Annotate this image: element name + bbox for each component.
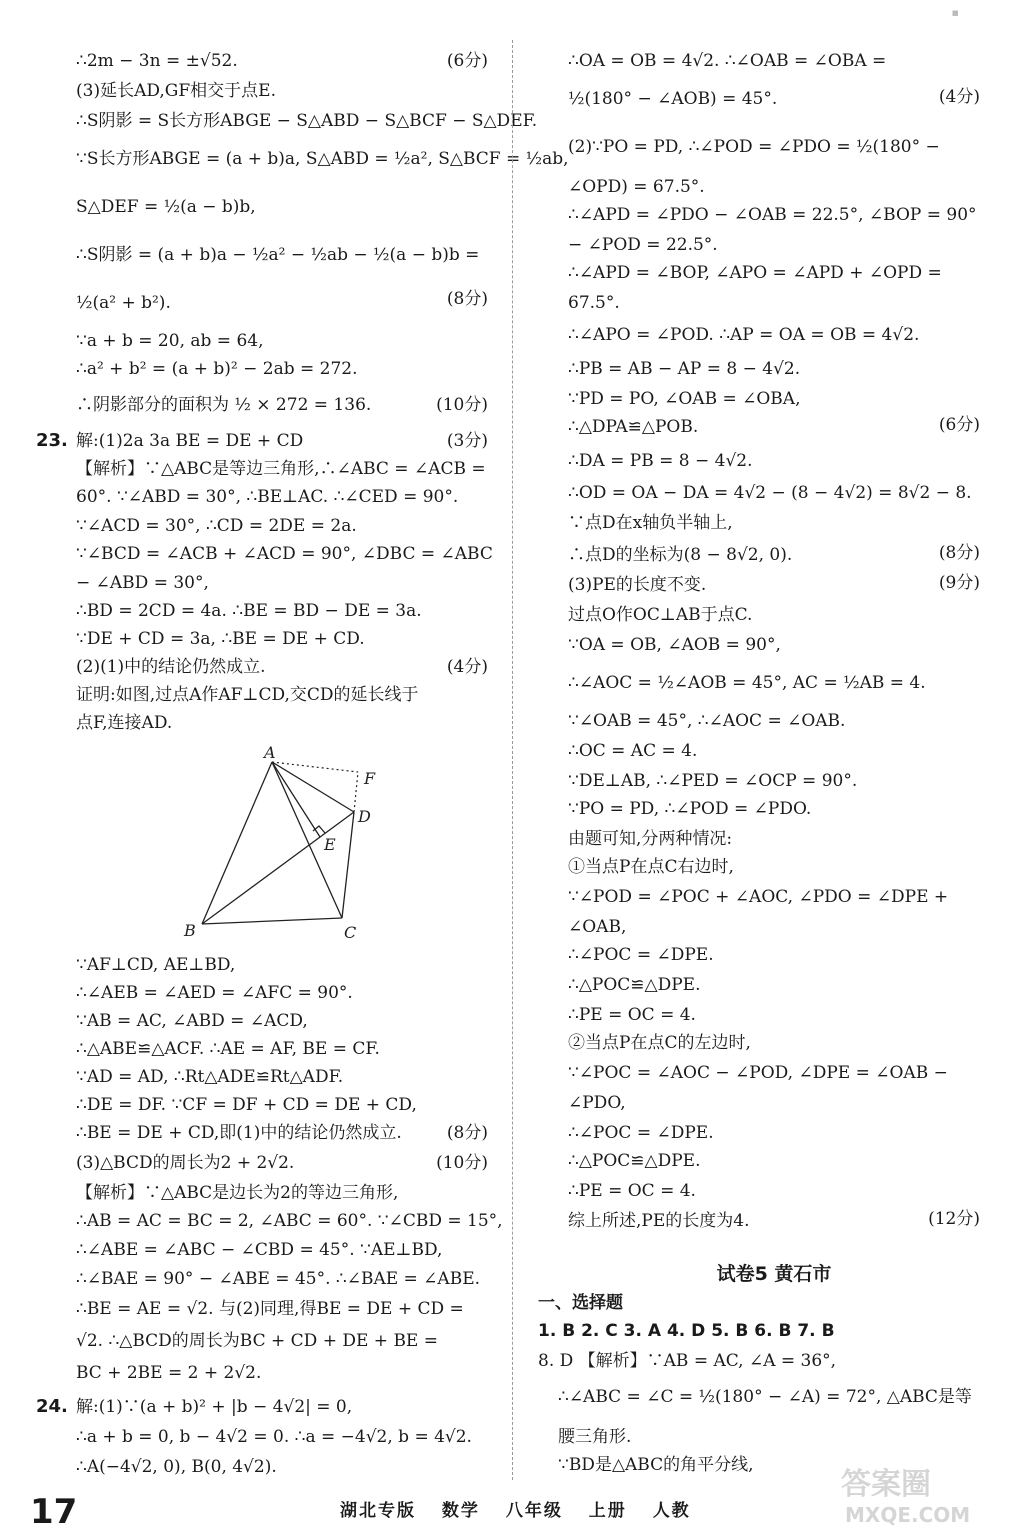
line: ∴∠APO = ∠POD. ∴AP = OA = OB = 4√2. (568, 325, 920, 345)
footer-volume: 上册 (588, 1501, 627, 1521)
watermark-text: 答案圈 (841, 1467, 931, 1502)
line: ∵BD是△ABC的角平分线, (558, 1455, 754, 1475)
line: BC + 2BE = 2 + 2√2. (76, 1363, 262, 1383)
line: ∴阴影部分的面积为 ½ × 272 = 136. (76, 395, 372, 415)
score: (8分) (938, 543, 980, 563)
segment-df-dotted (354, 772, 358, 812)
line: ∵DE⊥AB, ∴∠PED = ∠OCP = 90°. (568, 771, 858, 791)
line: ∵∠POD = ∠POC + ∠AOC, ∠PDO = ∠DPE + (568, 887, 949, 907)
line: ½(a² + b²). (76, 293, 171, 313)
line: ∴OA = OB = 4√2. ∴∠OAB = ∠OBA = (568, 51, 887, 71)
corner-mark: ▪ (951, 6, 959, 19)
line: ∴S阴影 = S长方形ABGE − S△ABD − S△BCF − S△DEF. (76, 111, 538, 131)
score: (12分) (928, 1209, 980, 1229)
line: S△DEF = ½(a − b)b, (76, 197, 256, 217)
line: ∵∠POC = ∠AOC − ∠POD, ∠DPE = ∠OAB − (568, 1063, 948, 1083)
line: ∠OPD) = 67.5°. (568, 177, 705, 197)
line: ∵∠ACD = 30°, ∴CD = 2DE = 2a. (76, 516, 357, 536)
line: ∴∠BAE = 90° − ∠ABE = 45°. ∴∠BAE = ∠ABE. (76, 1269, 481, 1289)
line: ∴AB = AC = BC = 2, ∠ABC = 60°. ∵∠CBD = 15°, (76, 1211, 503, 1231)
segment-ab (202, 762, 272, 924)
line: ∴PB = AB − AP = 8 − 4√2. (568, 359, 801, 379)
score: (10分) (436, 1153, 488, 1173)
question-number: 23. (36, 430, 68, 451)
line: 解:(1)2a 3a BE = DE + CD (76, 431, 304, 451)
line: ∴∠AEB = ∠AED = ∠AFC = 90°. (76, 983, 353, 1003)
line: ∴△POC≌△DPE. (568, 1151, 701, 1171)
answers-line: 1. B 2. C 3. A 4. D 5. B 6. B 7. B (538, 1321, 835, 1341)
segment-bd (202, 812, 354, 924)
line: ∴∠AOC = ½∠AOB = 45°, AC = ½AB = 4. (568, 673, 926, 693)
right-angle-mark (313, 826, 325, 833)
line: ∴点D的坐标为(8 − 8√2, 0). (568, 545, 793, 565)
page-number: 17 (30, 1492, 78, 1532)
line: 解:(1)∵(a + b)² + |b − 4√2| = 0, (76, 1397, 353, 1417)
segment-cd (342, 812, 354, 918)
line: ∴△DPA≌△POB. (568, 417, 699, 437)
section-heading: 一、选择题 (538, 1293, 623, 1313)
line: − ∠POD = 22.5°. (568, 235, 718, 255)
label-f: F (364, 769, 376, 788)
watermark-logo (831, 1460, 1001, 1530)
line: ∴a + b = 0, b − 4√2 = 0. ∴a = −4√2, b = 4√2. (76, 1427, 472, 1447)
label-b: B (184, 921, 196, 940)
line: ∵点D在x轴负半轴上, (568, 513, 733, 533)
score: (4分) (938, 87, 980, 107)
line: ∵AD = AD, ∴Rt△ADE≌Rt△ADF. (76, 1067, 344, 1087)
line: ∴DA = PB = 8 − 4√2. (568, 451, 753, 471)
line: ∴△POC≌△DPE. (568, 975, 701, 995)
line: 过点O作OC⊥AB于点C. (568, 605, 753, 625)
score: (6分) (446, 51, 488, 71)
line: − ∠ABD = 30°, (76, 573, 209, 593)
footer-grade: 八年级 (505, 1501, 563, 1521)
line: (2)(1)中的结论仍然成立. (76, 657, 266, 677)
column-divider (512, 40, 513, 1480)
line: 60°. ∵∠ABD = 30°, ∴BE⊥AC. ∴∠CED = 90°. (76, 487, 459, 507)
line: ∴DE = DF. ∵CF = DF + CD = DE + CD, (76, 1095, 417, 1115)
line: ∴OD = OA − DA = 4√2 − (8 − 4√2) = 8√2 − 8. (568, 483, 972, 503)
line: 【解析】∵△ABC是边长为2的等边三角形, (76, 1183, 399, 1203)
segment-ae (272, 762, 320, 837)
line: ∴2m − 3n = ±√52. (76, 51, 238, 71)
line: ∴∠ABE = ∠ABC − ∠CBD = 45°. ∵AE⊥BD, (76, 1240, 443, 1260)
line: ①当点P在点C右边时, (568, 857, 734, 877)
line: (3)△BCD的周长为2 + 2√2. (76, 1153, 295, 1173)
line: 综上所述,PE的长度为4. (568, 1211, 750, 1231)
line: ∵AF⊥CD, AE⊥BD, (76, 955, 236, 975)
line: ∵PD = PO, ∠OAB = ∠OBA, (568, 389, 801, 409)
line: ∠OAB, (568, 917, 627, 937)
line: ∵OA = OB, ∠AOB = 90°, (568, 635, 781, 655)
line: 证明:如图,过点A作AF⊥CD,交CD的延长线于 (76, 685, 419, 705)
line: (3)PE的长度不变. (568, 575, 707, 595)
line: ∴PE = OC = 4. (568, 1005, 696, 1025)
line: ∴S阴影 = (a + b)a − ½a² − ½ab − ½(a − b)b = (76, 245, 480, 265)
score: (4分) (446, 657, 488, 677)
line: (3)延长AD,GF相交于点E. (76, 81, 276, 101)
line: ∴BD = 2CD = 4a. ∴BE = BD − DE = 3a. (76, 601, 422, 621)
footer-subject: 数学 (441, 1501, 480, 1521)
line: ∴△ABE≌△ACF. ∴AE = AF, BE = CF. (76, 1039, 380, 1059)
line: 腰三角形. (558, 1427, 632, 1447)
section-title: 试卷5 黄石市 (716, 1263, 832, 1285)
score: (8分) (446, 1123, 488, 1143)
line: 点F,连接AD. (76, 713, 173, 733)
score: (10分) (436, 395, 488, 415)
line: ∵a + b = 20, ab = 64, (76, 331, 264, 351)
label-a: A (264, 743, 276, 762)
line: ∴∠POC = ∠DPE. (568, 1123, 714, 1143)
line: ∴OC = AC = 4. (568, 741, 698, 761)
watermark-url: MXQE.COM (845, 1503, 971, 1527)
score: (3分) (446, 431, 488, 451)
score: (8分) (446, 289, 488, 309)
line: ∵∠BCD = ∠ACB + ∠ACD = 90°, ∠DBC = ∠ABC (76, 544, 493, 564)
line: ∴a² + b² = (a + b)² − 2ab = 272. (76, 359, 358, 379)
line: ∴∠ABC = ∠C = ½(180° − ∠A) = 72°, △ABC是等 (558, 1387, 972, 1407)
line: 【解析】∵△ABC是等边三角形,∴∠ABC = ∠ACB = (76, 459, 486, 479)
line: 由题可知,分两种情况: (568, 829, 733, 849)
line: ∴PE = OC = 4. (568, 1181, 696, 1201)
label-d: D (358, 807, 371, 826)
line: ②当点P在点C的左边时, (568, 1033, 751, 1053)
question-number: 24. (36, 1396, 68, 1417)
label-c: C (344, 923, 357, 942)
label-e: E (324, 835, 336, 854)
line: ∠PDO, (568, 1093, 626, 1113)
geometry-figure (180, 742, 400, 942)
line: ∴A(−4√2, 0), B(0, 4√2). (76, 1457, 277, 1477)
footer-edition: 湖北专版 (340, 1501, 416, 1521)
segment-bc (202, 918, 342, 924)
line: 67.5°. (568, 293, 620, 313)
line: ∵∠OAB = 45°, ∴∠AOC = ∠OAB. (568, 711, 846, 731)
line: √2. ∴△BCD的周长为BC + CD + DE + BE = (76, 1331, 438, 1351)
line: ∵PO = PD, ∴∠POD = ∠PDO. (568, 799, 812, 819)
line: ∵AB = AC, ∠ABD = ∠ACD, (76, 1011, 308, 1031)
line: (2)∵PO = PD, ∴∠POD = ∠PDO = ½(180° − (568, 137, 940, 157)
score: (9分) (938, 573, 980, 593)
line: ∴BE = AE = √2. 与(2)同理,得BE = DE + CD = (76, 1299, 464, 1319)
line: ∵S长方形ABGE = (a + b)a, S△ABD = ½a², S△BCF = ½ab, (76, 149, 569, 169)
line: ∴BE = DE + CD,即(1)中的结论仍然成立. (76, 1123, 402, 1143)
line: ½(180° − ∠AOB) = 45°. (568, 89, 778, 109)
line: ∴∠APD = ∠PDO − ∠OAB = 22.5°, ∠BOP = 90° (568, 205, 977, 225)
line: ∵DE + CD = 3a, ∴BE = DE + CD. (76, 629, 365, 649)
line: ∴∠POC = ∠DPE. (568, 945, 714, 965)
segment-ad (272, 762, 354, 812)
footer (340, 1498, 709, 1524)
score: (6分) (938, 415, 980, 435)
line: 8. D 【解析】∵AB = AC, ∠A = 36°, (538, 1351, 837, 1371)
footer-publisher: 人教 (652, 1501, 691, 1521)
line: ∴∠APD = ∠BOP, ∠APO = ∠APD + ∠OPD = (568, 263, 942, 283)
